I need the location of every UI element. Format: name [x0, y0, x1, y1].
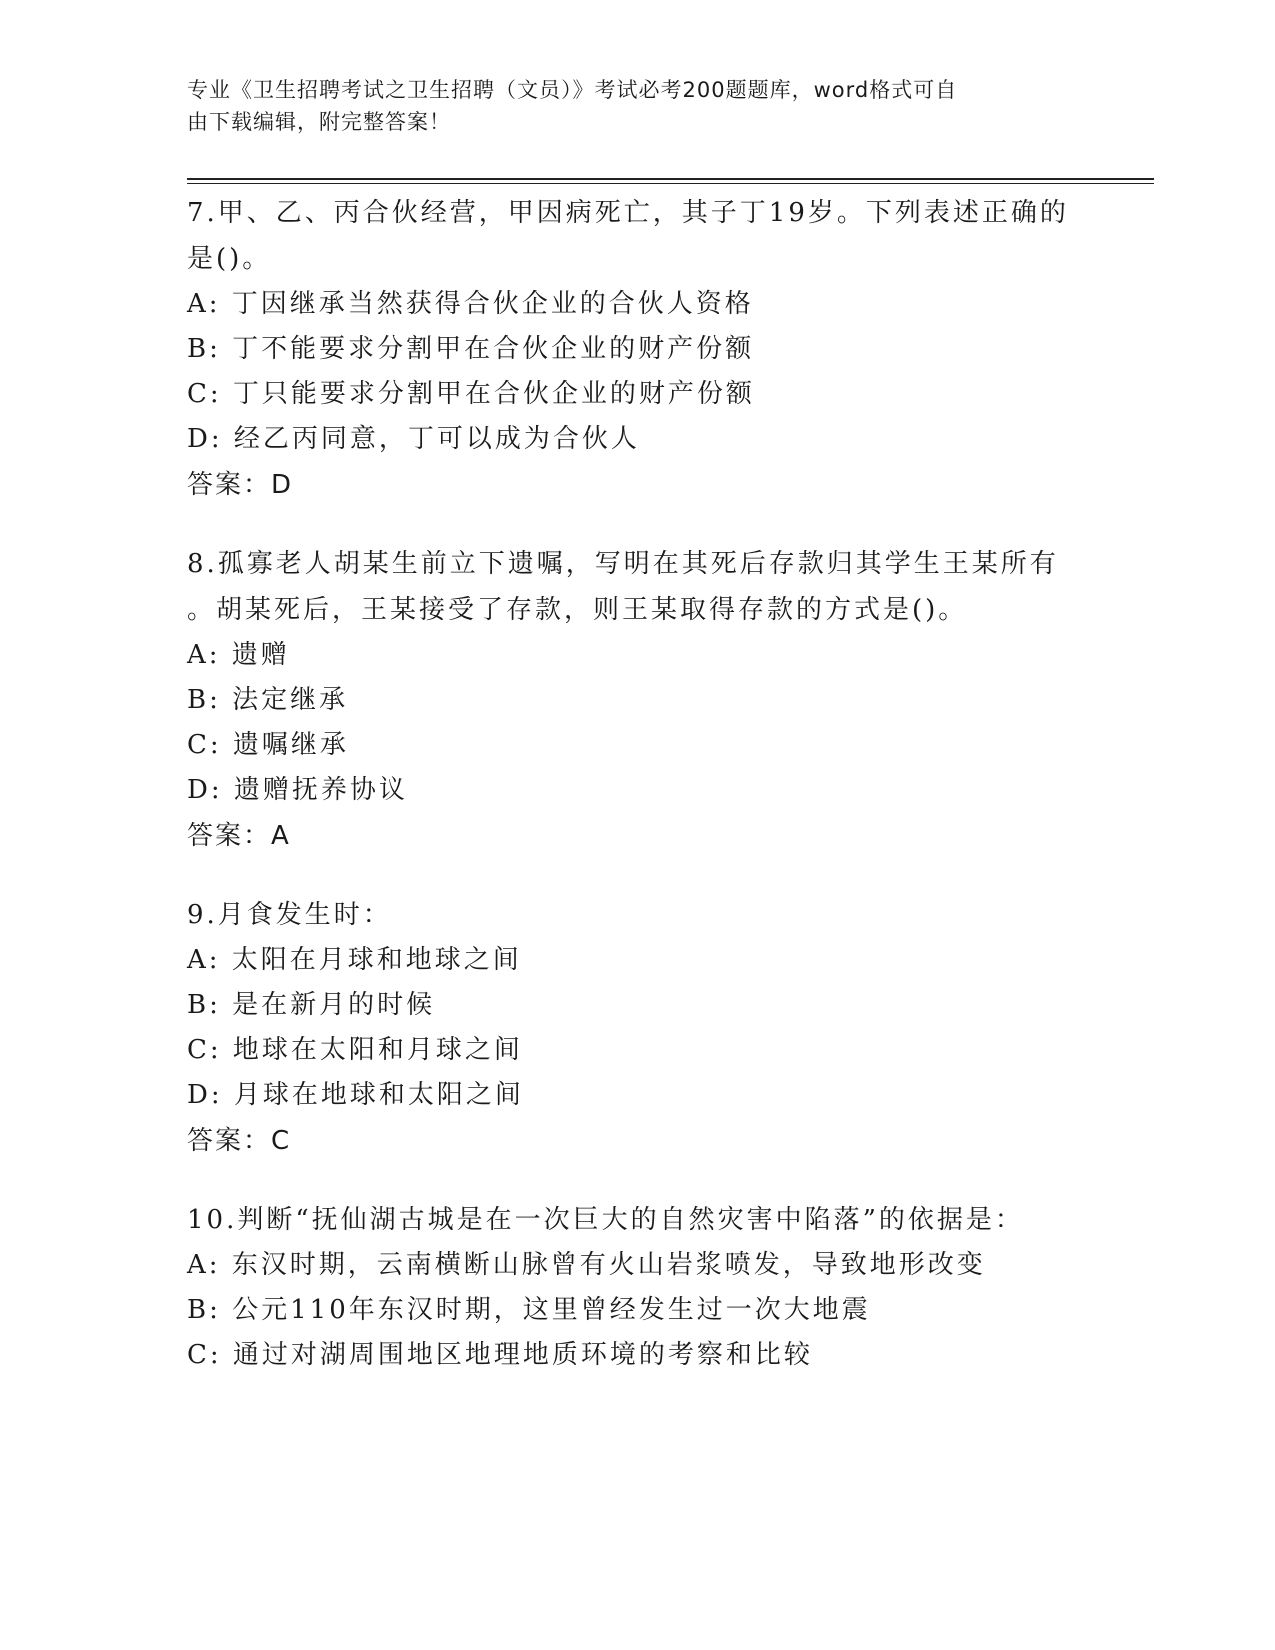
question-stem-line-2: 。胡某死后，王某接受了存款，则王某取得存款的方式是()。	[187, 595, 968, 625]
option-c: C: 通过对湖周围地区地理地质环境的考察和比较	[187, 1340, 813, 1370]
question-list	[187, 190, 1087, 1411]
question-10	[187, 1197, 1087, 1378]
header-line-1: 专业《卫生招聘考试之卫生招聘（文员）》考试必考200题题库，word格式可自	[187, 78, 958, 102]
question-7	[187, 190, 1087, 508]
question-stem	[187, 190, 1087, 282]
option-b: B: 公元110年东汉时期，这里曾经发生过一次大地震	[187, 1295, 871, 1325]
document-header	[187, 74, 1067, 138]
option-b: B: 是在新月的时候	[187, 990, 436, 1020]
option-a: A: 太阳在月球和地球之间	[187, 945, 522, 975]
answer-line: 答案：A	[187, 821, 291, 851]
option-c: C: 地球在太阳和月球之间	[187, 1035, 523, 1065]
question-8	[187, 541, 1087, 859]
option-d: D: 遗赠抚养协议	[187, 775, 408, 805]
header-divider-thick	[187, 178, 1154, 180]
option-b: B: 丁不能要求分割甲在合伙企业的财产份额	[187, 334, 755, 364]
question-stem	[187, 541, 1087, 633]
option-a: A: 遗赠	[187, 640, 290, 670]
option-a: A: 东汉时期，云南横断山脉曾有火山岩浆喷发，导致地形改变	[187, 1250, 986, 1280]
question-9	[187, 892, 1087, 1164]
header-divider-thin	[187, 183, 1154, 184]
question-stem-line-2: 是()。	[187, 244, 272, 274]
option-c: C: 遗嘱继承	[187, 730, 349, 760]
option-d: D: 经乙丙同意，丁可以成为合伙人	[187, 424, 640, 454]
answer-line: 答案：C	[187, 1126, 292, 1156]
question-stem-line-1: 7.甲、乙、丙合伙经营，甲因病死亡，其子丁19岁。下列表述正确的	[187, 198, 1069, 228]
header-line-2: 由下载编辑，附完整答案！	[187, 110, 451, 134]
option-c: C: 丁只能要求分割甲在合伙企业的财产份额	[187, 379, 755, 409]
answer-line: 答案：D	[187, 470, 294, 500]
option-b: B: 法定继承	[187, 685, 349, 715]
question-stem: 10.判断“抚仙湖古城是在一次巨大的自然灾害中陷落”的依据是：	[187, 1205, 1024, 1235]
option-d: D: 月球在地球和太阳之间	[187, 1080, 524, 1110]
question-stem-line-1: 8.孤寡老人胡某生前立下遗嘱，写明在其死后存款归其学生王某所有	[187, 549, 1059, 579]
option-a: A: 丁因继承当然获得合伙企业的合伙人资格	[187, 289, 754, 319]
question-stem: 9.月食发生时：	[187, 900, 392, 930]
